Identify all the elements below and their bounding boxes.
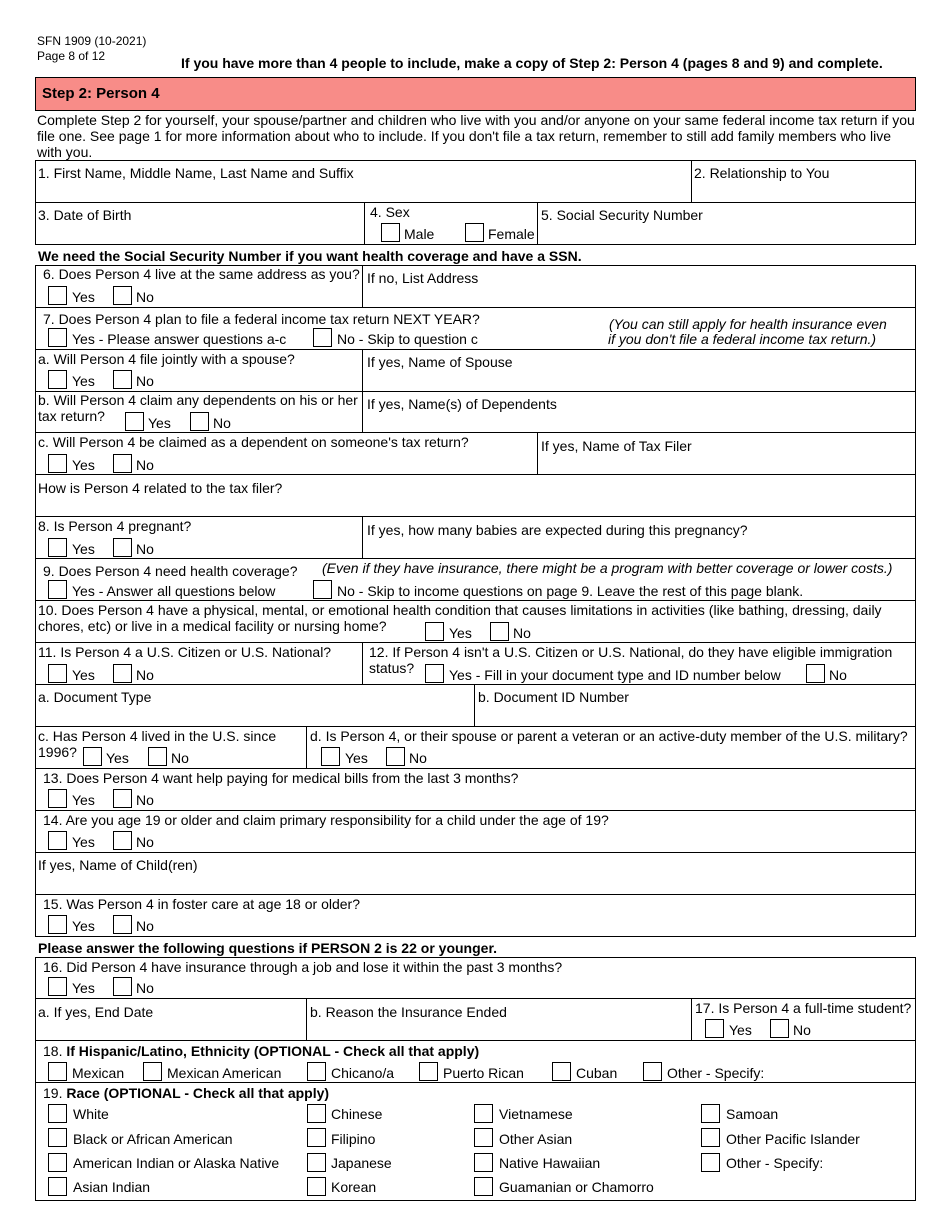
q10-yes-checkbox[interactable] bbox=[425, 622, 444, 641]
q18-label bbox=[43, 1043, 479, 1059]
ethnicity-puerto-rican-label: Puerto Rican bbox=[443, 1065, 524, 1081]
ethnicity-mexican-american-checkbox[interactable] bbox=[143, 1062, 162, 1081]
race-other-pacific-label: Other Pacific Islander bbox=[726, 1131, 860, 1147]
q13-yes-label: Yes bbox=[72, 792, 95, 808]
rule bbox=[35, 307, 916, 308]
q11-yes-label: Yes bbox=[72, 667, 95, 683]
ethnicity-cuban-label: Cuban bbox=[576, 1065, 618, 1081]
q17-yes-checkbox[interactable] bbox=[705, 1019, 724, 1038]
male-label: Male bbox=[404, 226, 435, 242]
q7a-label: a. Will Person 4 file jointly with a spouse? bbox=[38, 351, 295, 367]
section-header-bar bbox=[35, 77, 916, 111]
q7a-no-label: No bbox=[136, 373, 154, 389]
q7-no-checkbox[interactable] bbox=[313, 328, 332, 347]
divider bbox=[364, 202, 365, 244]
rule bbox=[35, 558, 916, 559]
q12c-label-2: 1996? bbox=[38, 744, 77, 760]
q7a-no-checkbox[interactable] bbox=[113, 370, 132, 389]
race-filipino-label: Filipino bbox=[331, 1131, 376, 1147]
divider bbox=[362, 516, 363, 558]
q12-no-checkbox[interactable] bbox=[806, 664, 825, 683]
q8-no-checkbox[interactable] bbox=[113, 538, 132, 557]
race-chinese-checkbox[interactable] bbox=[307, 1104, 326, 1123]
q11-no-label: No bbox=[136, 667, 154, 683]
q11-yes-checkbox[interactable] bbox=[48, 664, 67, 683]
q12d-no-checkbox[interactable] bbox=[386, 747, 405, 766]
form-id: SFN 1909 (10-2021) bbox=[37, 34, 147, 48]
ethnicity-other-label: Other - Specify: bbox=[667, 1065, 765, 1081]
q12-label-1: 12. If Person 4 isn't a U.S. Citizen or U.S. National, do they have eligible immigration bbox=[369, 644, 893, 660]
male-checkbox[interactable] bbox=[381, 223, 400, 242]
q14-yes-checkbox[interactable] bbox=[48, 831, 67, 850]
rule bbox=[35, 432, 916, 433]
q13-no-label: No bbox=[136, 792, 154, 808]
q14-children-name: If yes, Name of Child(ren) bbox=[38, 857, 198, 873]
q16a-label: a. If yes, End Date bbox=[38, 1004, 154, 1020]
q16-no-checkbox[interactable] bbox=[113, 977, 132, 996]
q12d-no-label: No bbox=[409, 750, 427, 766]
intro-line-1: Complete Step 2 for yourself, your spouse/partner and children who live with you and/or anyone on your same federal income tax return if you bbox=[37, 112, 915, 128]
race-native-hawaiian-label: Native Hawaiian bbox=[499, 1155, 601, 1171]
race-filipino-checkbox[interactable] bbox=[307, 1128, 326, 1147]
q10-no-label: No bbox=[513, 625, 531, 641]
q7a-spouse-name: If yes, Name of Spouse bbox=[367, 354, 513, 370]
rule bbox=[35, 998, 916, 999]
q13-no-checkbox[interactable] bbox=[113, 789, 132, 808]
q12c-yes-checkbox[interactable] bbox=[83, 747, 102, 766]
q9-yes-label: Yes - Answer all questions below bbox=[72, 583, 276, 599]
race-japanese-label: Japanese bbox=[331, 1155, 392, 1171]
q7-note-2: if you don't file a federal income tax return.) bbox=[608, 331, 877, 347]
q16-yes-checkbox[interactable] bbox=[48, 977, 67, 996]
q7-yes-checkbox[interactable] bbox=[48, 328, 67, 347]
q4-label: 4. Sex bbox=[370, 204, 410, 220]
q8-babies-label: If yes, how many babies are expected during this pregnancy? bbox=[367, 522, 748, 538]
q7-no-label: No - Skip to question c bbox=[337, 331, 478, 347]
border-right-3 bbox=[915, 957, 916, 1201]
race-white-checkbox[interactable] bbox=[48, 1104, 67, 1123]
rule bbox=[35, 1200, 916, 1201]
q9-no-label: No - Skip to income questions on page 9. Leave the rest of this page blank. bbox=[337, 583, 804, 599]
q7a-yes-checkbox[interactable] bbox=[48, 370, 67, 389]
q16-yes-label: Yes bbox=[72, 980, 95, 996]
race-other-checkbox[interactable] bbox=[701, 1153, 720, 1172]
q7b-label-2: tax return? bbox=[38, 408, 105, 424]
divider bbox=[474, 684, 475, 726]
q5-label: 5. Social Security Number bbox=[541, 207, 703, 223]
q6-yes-label: Yes bbox=[72, 289, 95, 305]
q7b-label-1: b. Will Person 4 claim any dependents on his or her bbox=[38, 392, 358, 408]
q12a-label: a. Document Type bbox=[38, 689, 152, 705]
race-white-label: White bbox=[73, 1106, 109, 1122]
q19-label bbox=[43, 1085, 329, 1101]
q14-yes-label: Yes bbox=[72, 834, 95, 850]
q13-yes-checkbox[interactable] bbox=[48, 789, 67, 808]
section-title: Step 2: Person 4 bbox=[42, 85, 160, 102]
q6-label: 6. Does Person 4 live at the same address as you? bbox=[43, 266, 360, 282]
copy-notice: If you have more than 4 people to include, make a copy of Step 2: Person 4 (pages 8 and 9) and complete. bbox=[181, 55, 883, 71]
q13-label: 13. Does Person 4 want help paying for medical bills from the last 3 months? bbox=[43, 770, 519, 786]
q7b-no-checkbox[interactable] bbox=[190, 412, 209, 431]
q17-no-label: No bbox=[793, 1022, 811, 1038]
race-japanese-checkbox[interactable] bbox=[307, 1153, 326, 1172]
q11-label: 11. Is Person 4 a U.S. Citizen or U.S. National? bbox=[38, 644, 332, 660]
q15-yes-checkbox[interactable] bbox=[48, 915, 67, 934]
q19-number: 19. bbox=[43, 1085, 63, 1101]
q15-no-checkbox[interactable] bbox=[113, 915, 132, 934]
q2-label: 2. Relationship to You bbox=[694, 165, 830, 181]
q15-label: 15. Was Person 4 in foster care at age 18 or older? bbox=[43, 896, 360, 912]
q7c-tax-filer-name: If yes, Name of Tax Filer bbox=[541, 438, 692, 454]
race-other-label: Other - Specify: bbox=[726, 1155, 824, 1171]
race-other-asian-label: Other Asian bbox=[499, 1131, 573, 1147]
female-label: Female bbox=[488, 226, 535, 242]
rule bbox=[35, 160, 916, 161]
q8-yes-label: Yes bbox=[72, 541, 95, 557]
rule bbox=[35, 202, 916, 203]
race-korean-checkbox[interactable] bbox=[307, 1177, 326, 1196]
page-number: Page 8 of 12 bbox=[37, 49, 106, 63]
q12d-label: d. Is Person 4, or their spouse or parent a veteran or an active-duty member of the U.S. military? bbox=[310, 728, 908, 744]
q7-note-1: (You can still apply for health insurance even bbox=[609, 316, 887, 332]
q15-no-label: No bbox=[136, 918, 154, 934]
rule bbox=[35, 516, 916, 517]
q1-label: 1. First Name, Middle Name, Last Name and Suffix bbox=[38, 165, 354, 181]
rule bbox=[35, 349, 916, 350]
q15-yes-label: Yes bbox=[72, 918, 95, 934]
q6-list-address: If no, List Address bbox=[367, 270, 479, 286]
q8-label: 8. Is Person 4 pregnant? bbox=[38, 518, 192, 534]
q12-label-2: status? bbox=[369, 660, 415, 676]
q18-text: If Hispanic/Latino, Ethnicity (OPTIONAL - Check all that apply) bbox=[66, 1043, 480, 1059]
q7c-yes-label: Yes bbox=[72, 457, 95, 473]
intro-line-2: file one. See page 1 for more information about who to include. If you don't file a tax return, remember to still add family members who live bbox=[37, 128, 891, 144]
rule bbox=[35, 474, 916, 475]
rule bbox=[35, 894, 916, 895]
rule bbox=[35, 810, 916, 811]
q7b-no-label: No bbox=[213, 415, 231, 431]
race-native-hawaiian-checkbox[interactable] bbox=[474, 1153, 493, 1172]
race-other-asian-checkbox[interactable] bbox=[474, 1128, 493, 1147]
race-samoan-checkbox[interactable] bbox=[701, 1104, 720, 1123]
rule bbox=[35, 684, 916, 685]
q10-no-checkbox[interactable] bbox=[490, 622, 509, 641]
divider bbox=[362, 265, 363, 307]
q17-label: 17. Is Person 4 a full-time student? bbox=[695, 1000, 912, 1016]
divider bbox=[306, 998, 307, 1040]
q7b-dependents-name: If yes, Name(s) of Dependents bbox=[367, 396, 557, 412]
q19-text: Race (OPTIONAL - Check all that apply) bbox=[66, 1085, 330, 1101]
q12d-yes-checkbox[interactable] bbox=[321, 747, 340, 766]
q7c-no-label: No bbox=[136, 457, 154, 473]
q8-yes-checkbox[interactable] bbox=[48, 538, 67, 557]
female-checkbox[interactable] bbox=[465, 223, 484, 242]
q17-no-checkbox[interactable] bbox=[770, 1019, 789, 1038]
q10-label-2: chores, etc) or live in a medical facility or nursing home? bbox=[38, 618, 387, 634]
rule bbox=[35, 642, 916, 643]
rule bbox=[35, 852, 916, 853]
q12-no-label: No bbox=[829, 667, 847, 683]
q12b-label: b. Document ID Number bbox=[478, 689, 629, 705]
q18-number: 18. bbox=[43, 1043, 63, 1059]
ethnicity-chicano-label: Chicano/a bbox=[331, 1065, 395, 1081]
q7a-yes-label: Yes bbox=[72, 373, 95, 389]
divider bbox=[537, 432, 538, 474]
q7c-label: c. Will Person 4 be claimed as a dependent on someone's tax return? bbox=[38, 434, 469, 450]
race-chinese-label: Chinese bbox=[331, 1106, 383, 1122]
q17-yes-label: Yes bbox=[729, 1022, 752, 1038]
q7c-relation-label: How is Person 4 related to the tax filer? bbox=[38, 480, 283, 496]
race-guamanian-checkbox[interactable] bbox=[474, 1177, 493, 1196]
ethnicity-mexican-label: Mexican bbox=[72, 1065, 125, 1081]
rule bbox=[35, 244, 916, 245]
race-guamanian-label: Guamanian or Chamorro bbox=[499, 1179, 654, 1195]
divider bbox=[306, 726, 307, 768]
q8-no-label: No bbox=[136, 541, 154, 557]
q7-label: 7. Does Person 4 plan to file a federal income tax return NEXT YEAR? bbox=[43, 311, 480, 327]
divider bbox=[362, 349, 363, 432]
divider bbox=[362, 642, 363, 684]
q3-label: 3. Date of Birth bbox=[38, 207, 132, 223]
q9-yes-checkbox[interactable] bbox=[48, 580, 67, 599]
q12c-no-label: No bbox=[171, 750, 189, 766]
q16-no-label: No bbox=[136, 980, 154, 996]
border-left-2 bbox=[35, 265, 36, 937]
q11-no-checkbox[interactable] bbox=[113, 664, 132, 683]
q6-no-checkbox[interactable] bbox=[113, 286, 132, 305]
rule bbox=[35, 600, 916, 601]
race-black-label: Black or African American bbox=[73, 1131, 233, 1147]
q10-label-1: 10. Does Person 4 have a physical, mental, or emotional health condition that causes limitations in activities (like bathing, dressing, daily bbox=[38, 602, 882, 618]
q6-no-label: No bbox=[136, 289, 154, 305]
q14-no-checkbox[interactable] bbox=[113, 831, 132, 850]
border-right-2 bbox=[915, 265, 916, 937]
q6-yes-checkbox[interactable] bbox=[48, 286, 67, 305]
q12c-label-1: c. Has Person 4 lived in the U.S. since bbox=[38, 728, 277, 744]
q7b-yes-checkbox[interactable] bbox=[125, 412, 144, 431]
q7b-yes-label: Yes bbox=[148, 415, 171, 431]
rule bbox=[35, 726, 916, 727]
rule bbox=[35, 936, 916, 937]
border-left-3 bbox=[35, 957, 36, 1201]
ssn-note: We need the Social Security Number if you want health coverage and have a SSN. bbox=[38, 248, 582, 264]
q12c-yes-label: Yes bbox=[106, 750, 129, 766]
q16b-label: b. Reason the Insurance Ended bbox=[310, 1004, 507, 1020]
divider bbox=[537, 202, 538, 244]
q12-yes-checkbox[interactable] bbox=[425, 664, 444, 683]
rule bbox=[35, 1040, 916, 1041]
q9-label: 9. Does Person 4 need health coverage? bbox=[43, 563, 298, 579]
race-other-pacific-checkbox[interactable] bbox=[701, 1128, 720, 1147]
race-samoan-label: Samoan bbox=[726, 1106, 779, 1122]
intro-line-3: with you. bbox=[37, 144, 93, 160]
q16-label: 16. Did Person 4 have insurance through a job and lose it within the past 3 months? bbox=[43, 959, 563, 975]
q9-note: (Even if they have insurance, there might be a program with better coverage or lower costs.) bbox=[322, 560, 893, 576]
young-note: Please answer the following questions if PERSON 2 is 22 or younger. bbox=[38, 940, 498, 956]
race-vietnamese-label: Vietnamese bbox=[499, 1106, 573, 1122]
q7c-yes-checkbox[interactable] bbox=[48, 454, 67, 473]
race-vietnamese-checkbox[interactable] bbox=[474, 1104, 493, 1123]
divider bbox=[691, 160, 692, 202]
rule bbox=[35, 768, 916, 769]
q14-no-label: No bbox=[136, 834, 154, 850]
q12c-no-checkbox[interactable] bbox=[148, 747, 167, 766]
q12-yes-label: Yes - Fill in your document type and ID number below bbox=[449, 667, 781, 683]
q7-yes-label: Yes - Please answer questions a-c bbox=[72, 331, 287, 347]
ethnicity-cuban-checkbox[interactable] bbox=[552, 1062, 571, 1081]
q14-label: 14. Are you age 19 or older and claim primary responsibility for a child under the age of 19? bbox=[43, 812, 609, 828]
q12d-yes-label: Yes bbox=[345, 750, 368, 766]
ethnicity-other-checkbox[interactable] bbox=[643, 1062, 662, 1081]
race-asian-indian-checkbox[interactable] bbox=[48, 1177, 67, 1196]
race-black-checkbox[interactable] bbox=[48, 1128, 67, 1147]
q9-no-checkbox[interactable] bbox=[313, 580, 332, 599]
rule bbox=[35, 1082, 916, 1083]
race-american-indian-checkbox[interactable] bbox=[48, 1153, 67, 1172]
q10-yes-label: Yes bbox=[449, 625, 472, 641]
race-korean-label: Korean bbox=[331, 1179, 377, 1195]
ethnicity-puerto-rican-checkbox[interactable] bbox=[419, 1062, 438, 1081]
race-asian-indian-label: Asian Indian bbox=[73, 1179, 151, 1195]
ethnicity-mexican-checkbox[interactable] bbox=[48, 1062, 67, 1081]
divider bbox=[691, 998, 692, 1040]
q7c-no-checkbox[interactable] bbox=[113, 454, 132, 473]
ssn-note-text: We need the Social Security Number if you want health coverage and have a SSN bbox=[38, 248, 578, 264]
ethnicity-mexican-american-label: Mexican American bbox=[167, 1065, 282, 1081]
rule bbox=[35, 957, 916, 958]
race-american-indian-label: American Indian or Alaska Native bbox=[73, 1155, 280, 1171]
ethnicity-chicano-checkbox[interactable] bbox=[307, 1062, 326, 1081]
